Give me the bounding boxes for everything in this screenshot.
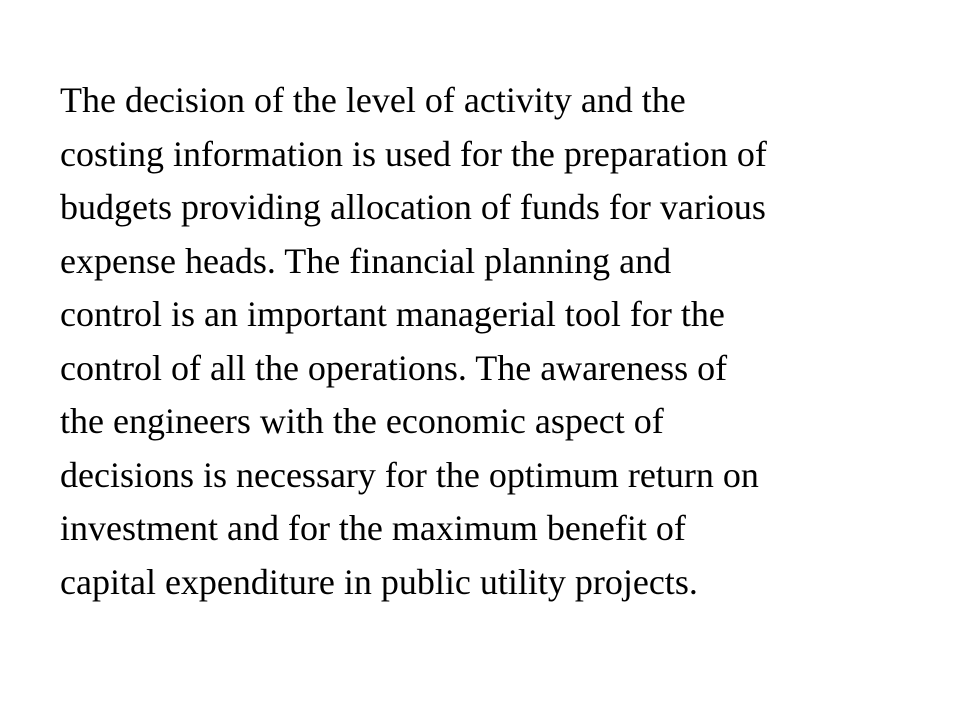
paragraph-line-9: investment and for the maximum benefit of [60,508,686,548]
paragraph-line-3: budgets providing allocation of funds for various [60,187,766,227]
paragraph-line-7: the engineers with the economic aspect of [60,401,664,441]
paragraph-line-4: expense heads. The financial planning and [60,240,672,281]
body-paragraph [60,74,940,609]
paragraph-line-6: control of all the operations. The awareness of [60,347,728,388]
paragraph-line-2: costing information is used for the preparation of [60,133,767,174]
paragraph-line-1: The decision of the level of activity and the [60,80,686,120]
paragraph-line-8: decisions is necessary for the optimum return on [60,454,759,495]
paragraph-line-10: capital expenditure in public utility projects. [60,561,698,602]
paragraph-line-5: control is an important managerial tool for the [60,294,725,334]
